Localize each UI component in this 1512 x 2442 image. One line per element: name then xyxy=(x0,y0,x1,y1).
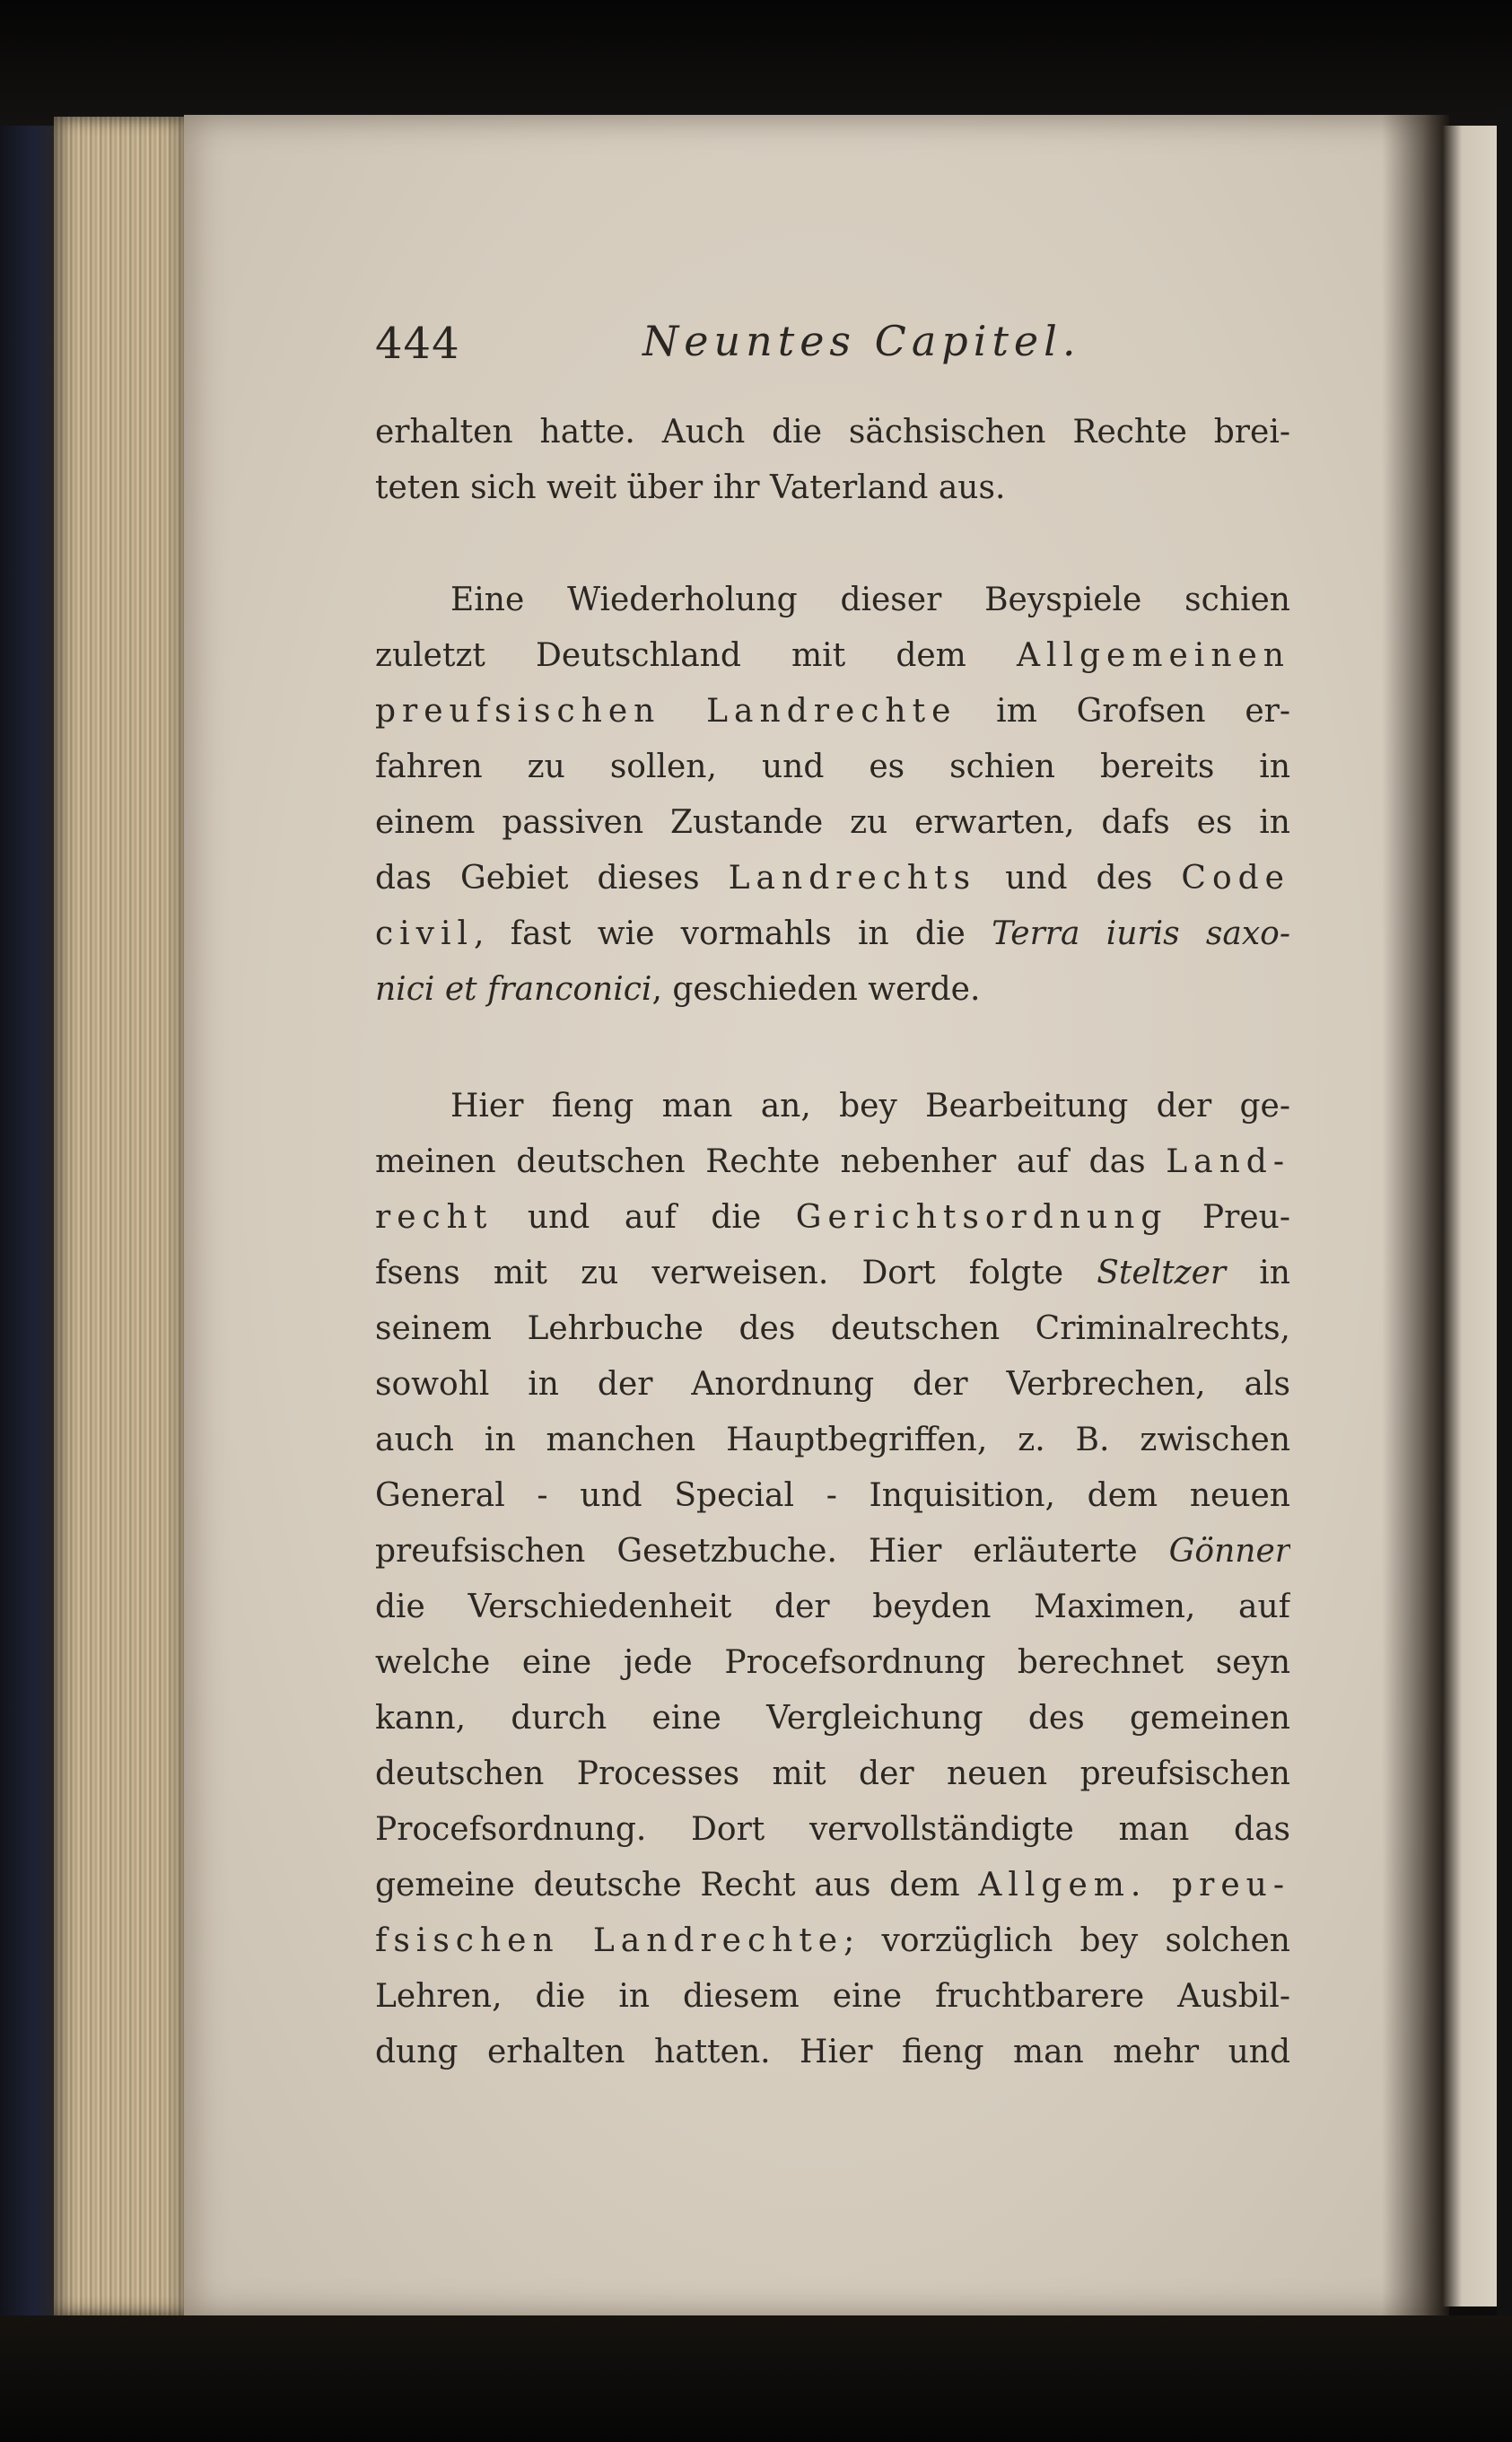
text-line xyxy=(375,1249,1290,1298)
text-line xyxy=(375,1639,1290,1687)
line-text: Preu- xyxy=(1167,1199,1290,1236)
top-shadow xyxy=(0,0,1512,126)
line-text: fahren zu sollen, und es schien bereits in xyxy=(375,748,1290,785)
text-line xyxy=(375,1361,1290,1409)
text-line xyxy=(375,1082,1290,1131)
italic-text: Gönner xyxy=(1168,1533,1290,1570)
text-line xyxy=(375,1750,1290,1799)
italic-text: Terra iuris saxo- xyxy=(992,915,1290,952)
line-text: , fast wie vormahls in die xyxy=(474,915,992,952)
line-text: teten sich weit über ihr Vaterland aus. xyxy=(375,469,1006,506)
italic-text: Steltzer xyxy=(1097,1255,1227,1291)
text-line xyxy=(375,1583,1290,1632)
line-text: und auf die xyxy=(493,1199,796,1236)
text-line xyxy=(375,1806,1290,1854)
page-gutter xyxy=(1382,115,1449,2318)
running-title: Neuntes Capitel. xyxy=(642,317,1081,365)
text-line xyxy=(375,687,1290,736)
italic-text: nici et franconici xyxy=(375,971,652,1008)
line-text: im Grofsen er- xyxy=(957,693,1290,730)
spaced-text: Allgemeinen xyxy=(1016,637,1290,674)
spaced-text: preufsischen Landrechte xyxy=(375,693,957,730)
line-text: auch in manchen Hauptbegriffen, z. B. zwischen xyxy=(375,1422,1290,1458)
line-text: gemeine deutsche Recht aus dem xyxy=(375,1867,979,1904)
line-text: erhalten hatte. Auch die sächsischen Rechte brei- xyxy=(375,414,1290,451)
line-text: und des xyxy=(976,860,1182,897)
text-line xyxy=(375,1416,1290,1465)
text-line xyxy=(375,1472,1290,1520)
text-line xyxy=(375,408,1290,457)
line-text: Eine Wiederholung dieser Beyspiele schien xyxy=(450,582,1290,618)
line-text: , geschieden werde. xyxy=(651,971,981,1008)
text-line xyxy=(375,1917,1290,1965)
spaced-text: Landrechts xyxy=(728,860,977,897)
bottom-shadow xyxy=(0,2315,1512,2442)
facing-page-edge xyxy=(1443,126,1497,2306)
line-text: meinen deutschen Rechte nebenher auf das xyxy=(375,1143,1167,1180)
text-line xyxy=(375,966,1290,1014)
line-text: Hier fieng man an, bey Bearbeitung der ge- xyxy=(450,1088,1290,1125)
text-line xyxy=(375,854,1290,903)
spaced-text: fsischen Landrechte xyxy=(375,1922,844,1959)
line-text: zuletzt Deutschland mit dem xyxy=(375,637,1017,674)
line-text: deutschen Processes mit der neuen preufsischen xyxy=(375,1755,1290,1792)
line-text: in xyxy=(1226,1255,1290,1291)
spaced-text: Code xyxy=(1181,860,1290,897)
line-text: Lehren, die in diesem eine fruchtbarere Ausbil- xyxy=(375,1978,1290,2015)
line-text: fsens mit zu verweisen. Dort folgte xyxy=(375,1255,1097,1291)
text-line xyxy=(375,743,1290,792)
text-line xyxy=(375,464,1290,512)
line-text: sowohl in der Anordnung der Verbrechen, als xyxy=(375,1366,1290,1403)
spaced-text: Land- xyxy=(1166,1143,1290,1180)
page-header xyxy=(375,319,1290,381)
line-text: Procefsordnung. Dort vervollständigte man das xyxy=(375,1811,1290,1848)
text-line xyxy=(375,1305,1290,1353)
text-line xyxy=(375,632,1290,680)
text-line xyxy=(375,576,1290,625)
spaced-text: civil xyxy=(375,915,475,952)
text-line xyxy=(375,799,1290,847)
page-number: 444 xyxy=(375,319,460,369)
text-line xyxy=(375,1138,1290,1186)
line-text: welche eine jede Procefsordnung berechnet seyn xyxy=(375,1644,1290,1681)
line-text: einem passiven Zustande zu erwarten, dafs es in xyxy=(375,804,1290,841)
line-text: die Verschiedenheit der beyden Maximen, auf xyxy=(375,1589,1290,1625)
right-edge xyxy=(1497,108,1512,2333)
line-text: General - und Special - Inquisition, dem neuen xyxy=(375,1477,1290,1514)
line-text: kann, durch eine Vergleichung des gemeinen xyxy=(375,1700,1290,1737)
line-text: das Gebiet dieses xyxy=(375,860,729,897)
line-text: preufsischen Gesetzbuche. Hier erläuterte xyxy=(375,1533,1169,1570)
text-line xyxy=(375,1861,1290,1910)
text-line xyxy=(375,2028,1290,2077)
spaced-text: recht xyxy=(375,1199,494,1236)
text-line xyxy=(375,1973,1290,2021)
line-text: ; vorzüglich bey solchen xyxy=(843,1922,1290,1959)
line-text: seinem Lehrbuche des deutschen Criminalrechts, xyxy=(375,1310,1290,1347)
text-line xyxy=(375,1194,1290,1242)
spaced-text: Gerichtsordnung xyxy=(795,1199,1168,1236)
text-line xyxy=(375,1527,1290,1576)
spaced-text: Allgem. preu- xyxy=(978,1867,1290,1904)
text-line xyxy=(375,910,1290,958)
text-line xyxy=(375,1694,1290,1743)
line-text: dung erhalten hatten. Hier fieng man mehr und xyxy=(375,2034,1290,2070)
page-edges xyxy=(54,117,188,2315)
